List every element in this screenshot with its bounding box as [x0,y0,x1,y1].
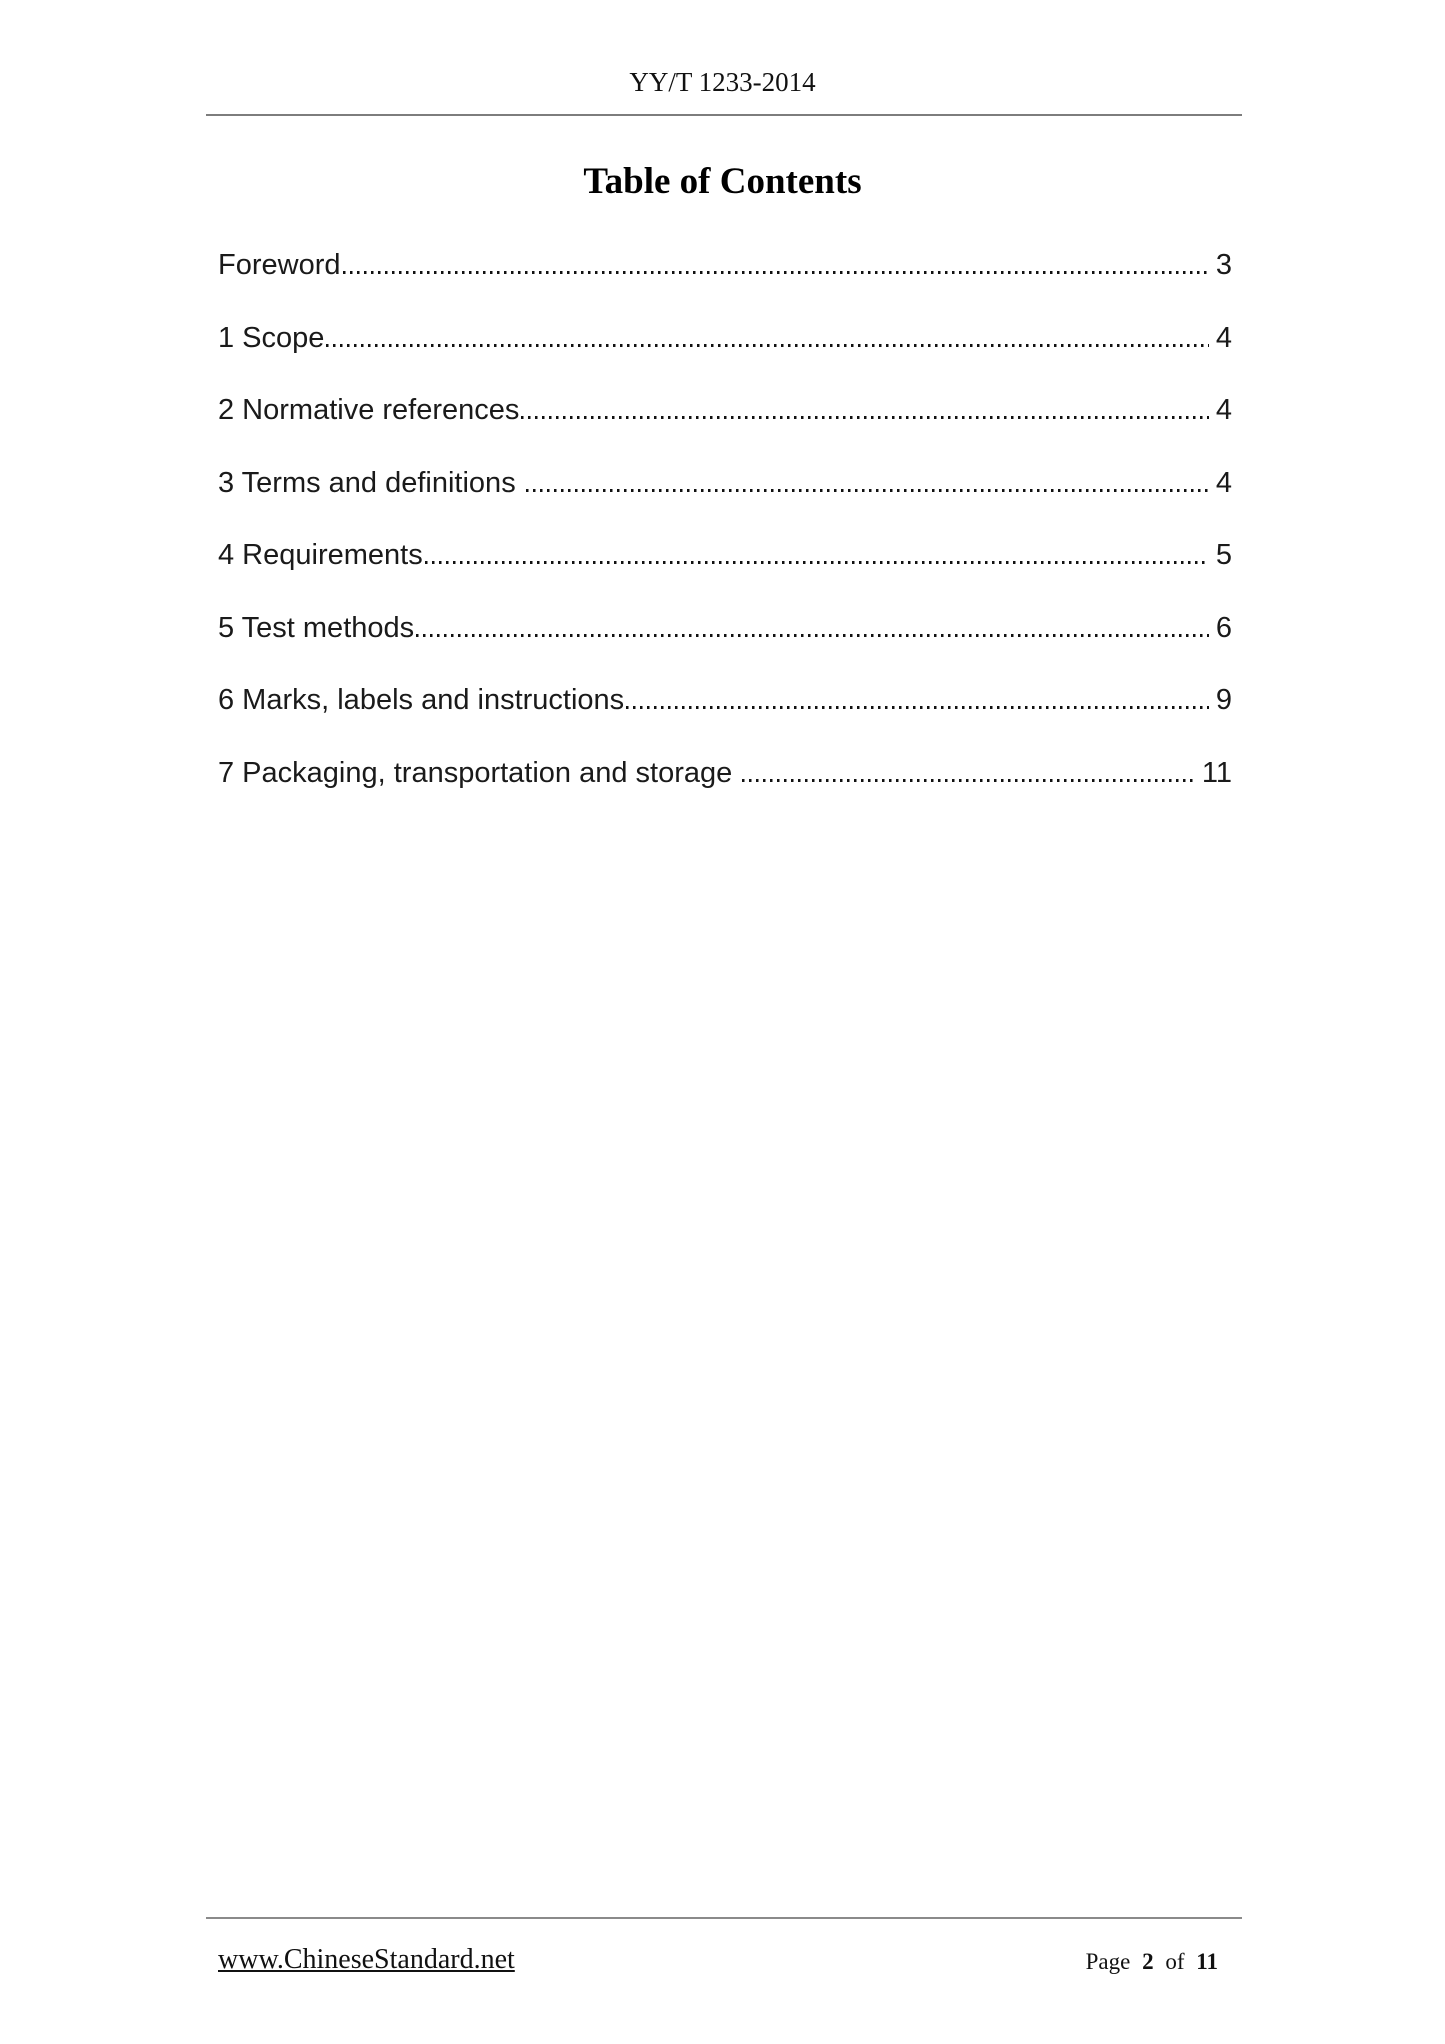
toc-entry-page: 11 [1201,756,1232,789]
toc-entry-page: 4 [1215,321,1232,354]
toc-entry-page: 3 [1215,249,1232,281]
toc-entry-label: 3 Terms and definitions [218,466,524,499]
footer-site-link[interactable]: www.ChineseStandard.net [218,1944,515,1975]
toc-entry-label: Foreword [218,249,341,281]
toc-dot-leader [526,489,1209,492]
toc-entry [218,322,1232,395]
toc-entry [218,467,1232,540]
toc-entry [218,539,1232,612]
toc-dot-leader [425,561,1209,564]
toc-dot-leader [343,271,1209,274]
footer-page-total: 11 [1196,1949,1218,1974]
toc-entry-label: 4 Requirements [218,539,423,571]
toc-dot-leader [521,416,1208,419]
toc-entry-label: 7 Packaging, transportation and storage [218,756,741,789]
toc-dot-leader [416,634,1209,637]
toc-entry-label: 2 Normative references [218,394,520,426]
toc-entry [218,684,1232,757]
toc-entry-page: 9 [1215,684,1232,716]
toc-entry-page: 5 [1215,539,1232,571]
footer-page-prefix: Page [1085,1949,1131,1974]
footer-page-current: 2 [1142,1949,1154,1974]
toc-entry [218,394,1232,467]
header-divider [206,114,1242,116]
toc-dot-leader [742,779,1195,782]
toc-dot-leader [626,706,1209,709]
header-doc-code: YY/T 1233-2014 [629,67,816,97]
toc-entry [218,612,1232,685]
toc-entry-page: 4 [1215,466,1232,499]
footer-divider [206,1917,1242,1919]
toc-entry-label: 5 Test methods [218,611,415,644]
toc-entry [218,757,1232,830]
toc-entry-label: 6 Marks, labels and instructions [218,684,625,716]
toc-entry [218,249,1232,322]
footer-page-of: of [1165,1949,1185,1974]
toc-entry-page: 6 [1215,611,1232,644]
toc-dot-leader [326,344,1208,347]
toc-list [218,249,1232,829]
toc-entry-page: 4 [1215,394,1232,426]
footer-page-indicator [1086,1949,1218,1975]
page-title: Table of Contents [583,161,862,202]
toc-entry-label: 1 Scope [218,321,325,354]
